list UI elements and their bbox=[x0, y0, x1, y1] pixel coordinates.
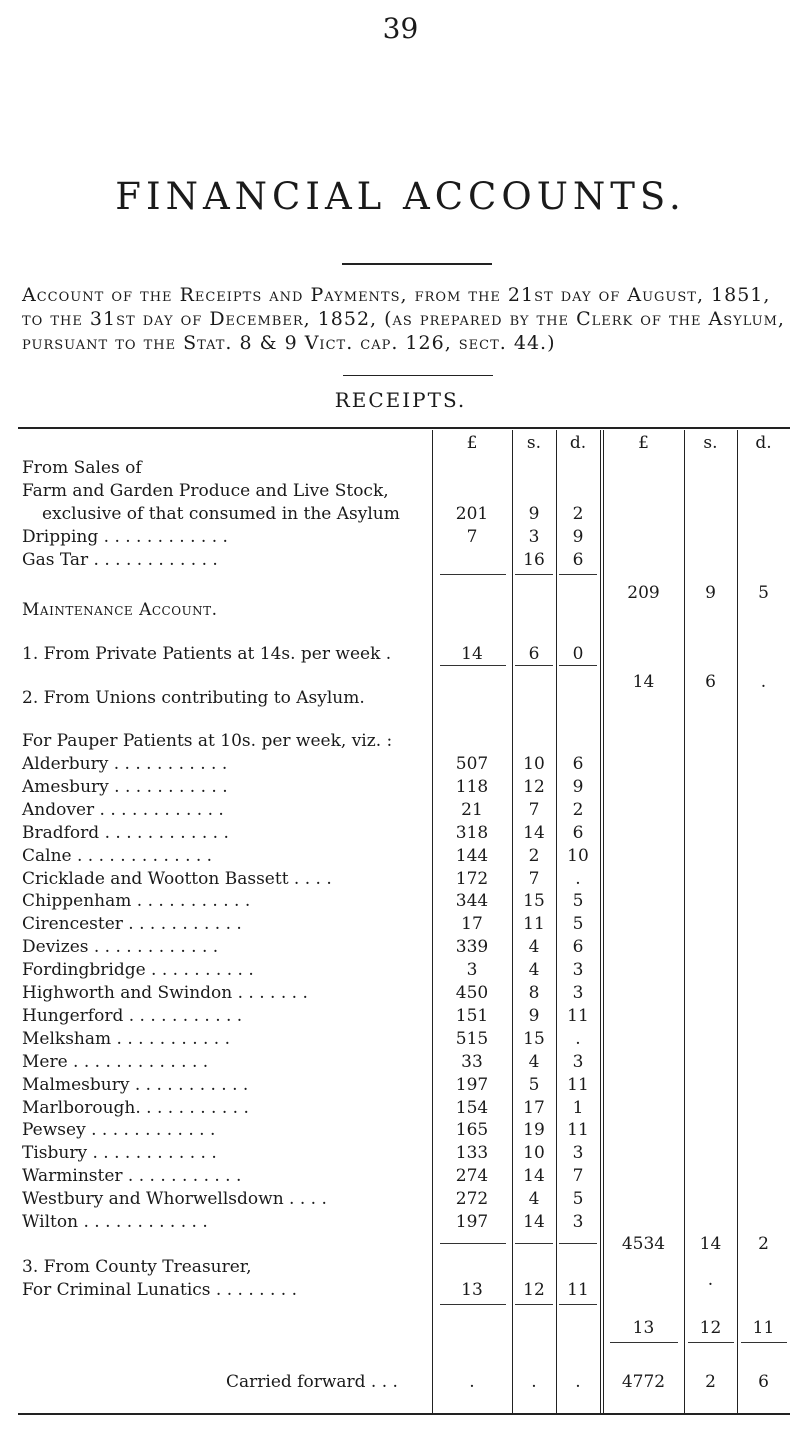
amount-pounds: 344 bbox=[455, 891, 489, 911]
amount-pounds: 197 bbox=[455, 1212, 489, 1232]
union-name: Highworth and Swindon . . . . . . . bbox=[22, 983, 308, 1003]
amount-pounds: 507 bbox=[455, 754, 489, 774]
amount-shillings: 15 bbox=[523, 891, 545, 911]
amount-shillings: 2 bbox=[528, 846, 540, 866]
intro-text: Account of the Receipts and Payments, from the 21st day of August, 1851, to the 31st day of December, 1852, (as prepared by the Clerk of the Asylum, pursuant to the Stat. 8 & 9 Vict. cap. 126, sect. 44.) bbox=[22, 284, 785, 354]
amount-shillings: 6 bbox=[528, 644, 540, 664]
total-pence: . bbox=[760, 672, 767, 692]
page-number: 39 bbox=[382, 12, 419, 45]
subtotal-rule bbox=[515, 1243, 553, 1244]
amount-pence: 6 bbox=[572, 937, 584, 957]
table-bottom-rule bbox=[18, 1413, 790, 1415]
union-name: Fordingbridge . . . . . . . . . . bbox=[22, 960, 254, 980]
subtotal-rule bbox=[440, 574, 506, 575]
amount-pounds: 201 bbox=[455, 504, 489, 524]
amount-pence: 3 bbox=[572, 1212, 584, 1232]
union-name: Hungerford . . . . . . . . . . . bbox=[22, 1006, 243, 1026]
amount-pence: 11 bbox=[567, 1120, 589, 1140]
amount-pence: 5 bbox=[572, 1189, 584, 1209]
header-pounds: £ bbox=[466, 433, 478, 453]
dot-mark: . bbox=[707, 1270, 714, 1290]
amount-shillings: 16 bbox=[523, 550, 545, 570]
subtotal-rule bbox=[515, 1304, 553, 1305]
column-rule bbox=[603, 430, 604, 1413]
amount-shillings: 4 bbox=[528, 937, 540, 957]
amount-pounds: 450 bbox=[455, 983, 489, 1003]
carried-total-shillings: 2 bbox=[705, 1372, 716, 1392]
amount-shillings: 9 bbox=[528, 504, 540, 524]
amount-pounds: 33 bbox=[461, 1052, 483, 1072]
amount-pounds: 17 bbox=[461, 914, 483, 934]
amount-shillings: 10 bbox=[523, 754, 545, 774]
total-pence: 2 bbox=[758, 1234, 769, 1254]
carried-forward-label: Carried forward . . . bbox=[226, 1372, 398, 1392]
amount-pence: 6 bbox=[572, 754, 584, 774]
subtotal-rule bbox=[515, 665, 553, 666]
amount-pounds: 272 bbox=[455, 1189, 489, 1209]
amount-pence: 1 bbox=[572, 1098, 584, 1118]
amount-pence: 11 bbox=[567, 1075, 589, 1095]
carried-shillings: . bbox=[531, 1372, 537, 1392]
amount-pence: 11 bbox=[567, 1280, 589, 1300]
amount-pounds: 3 bbox=[466, 960, 478, 980]
amount-shillings: 12 bbox=[523, 777, 545, 797]
union-name: Pewsey . . . . . . . . . . . . bbox=[22, 1120, 216, 1140]
union-name: Mere . . . . . . . . . . . . . bbox=[22, 1052, 209, 1072]
union-name: Alderbury . . . . . . . . . . . bbox=[22, 754, 228, 774]
subtotal-rule bbox=[440, 1304, 506, 1305]
table-top-rule bbox=[18, 427, 790, 429]
amount-pence: 3 bbox=[572, 1143, 584, 1163]
amount-pounds: 144 bbox=[455, 846, 489, 866]
total-pounds: 13 bbox=[632, 1318, 655, 1338]
carried-pounds: . bbox=[469, 1372, 475, 1392]
amount-pounds: 151 bbox=[455, 1006, 489, 1026]
total-shillings: 6 bbox=[705, 672, 716, 692]
county-heading: 3. From County Treasurer, bbox=[22, 1257, 252, 1277]
union-name: Westbury and Whorwellsdown . . . . bbox=[22, 1189, 327, 1209]
sales-label: Gas Tar . . . . . . . . . . . . bbox=[22, 550, 218, 570]
column-rule bbox=[684, 430, 685, 1413]
subtotal-rule bbox=[688, 1342, 734, 1343]
total-pounds: 4534 bbox=[621, 1234, 666, 1254]
union-name: Marlborough. . . . . . . . . . . bbox=[22, 1098, 249, 1118]
total-pence: 5 bbox=[758, 583, 769, 603]
page-title: FINANCIAL ACCOUNTS. bbox=[115, 175, 686, 218]
sales-label: Farm and Garden Produce and Live Stock, bbox=[22, 481, 389, 501]
amount-shillings: 5 bbox=[528, 1075, 540, 1095]
total-shillings: 14 bbox=[699, 1234, 722, 1254]
amount-shillings: 7 bbox=[528, 800, 540, 820]
total-pounds: 209 bbox=[627, 583, 660, 603]
subtotal-rule bbox=[515, 574, 553, 575]
amount-shillings: 12 bbox=[523, 1280, 545, 1300]
section-heading: RECEIPTS. bbox=[334, 388, 467, 412]
union-name: Malmesbury . . . . . . . . . . . bbox=[22, 1075, 249, 1095]
amount-shillings: 7 bbox=[528, 869, 540, 889]
amount-pounds: 318 bbox=[455, 823, 489, 843]
amount-pounds: 172 bbox=[455, 869, 489, 889]
header-shillings: s. bbox=[703, 433, 718, 453]
header-pence: d. bbox=[569, 433, 587, 453]
amount-pence: 9 bbox=[572, 527, 584, 547]
subtotal-rule bbox=[559, 665, 597, 666]
amount-pounds: 274 bbox=[455, 1166, 489, 1186]
amount-pence: 3 bbox=[572, 1052, 584, 1072]
amount-pounds: 14 bbox=[461, 644, 483, 664]
header-pence: d. bbox=[755, 433, 772, 453]
amount-pence: . bbox=[575, 1029, 581, 1049]
union-name: Amesbury . . . . . . . . . . . bbox=[22, 777, 228, 797]
amount-shillings: 3 bbox=[528, 527, 540, 547]
pauper-heading: For Pauper Patients at 10s. per week, viz. : bbox=[22, 731, 393, 751]
carried-pence: . bbox=[575, 1372, 581, 1392]
amount-pounds: 13 bbox=[461, 1280, 483, 1300]
amount-pence: 7 bbox=[572, 1166, 584, 1186]
subtotal-rule bbox=[741, 1342, 787, 1343]
subtotal-rule bbox=[559, 1243, 597, 1244]
header-shillings: s. bbox=[526, 433, 542, 453]
amount-pence: 6 bbox=[572, 550, 584, 570]
amount-pounds: 133 bbox=[455, 1143, 489, 1163]
sales-label: Dripping . . . . . . . . . . . . bbox=[22, 527, 228, 547]
amount-pounds: 7 bbox=[466, 527, 478, 547]
amount-shillings: 14 bbox=[523, 823, 545, 843]
amount-shillings: 4 bbox=[528, 1052, 540, 1072]
amount-shillings: 17 bbox=[523, 1098, 545, 1118]
header-pounds: £ bbox=[638, 433, 649, 453]
amount-pence: 10 bbox=[567, 846, 589, 866]
amount-shillings: 19 bbox=[523, 1120, 545, 1140]
unions-heading: 2. From Unions contributing to Asylum. bbox=[22, 688, 365, 708]
divider-rule bbox=[343, 375, 493, 376]
amount-shillings: 9 bbox=[528, 1006, 540, 1026]
amount-pounds: 339 bbox=[455, 937, 489, 957]
union-name: Cirencester . . . . . . . . . . . bbox=[22, 914, 242, 934]
account-intro bbox=[22, 283, 792, 355]
subtotal-rule bbox=[559, 1304, 597, 1305]
total-shillings: 12 bbox=[699, 1318, 722, 1338]
amount-pounds: 197 bbox=[455, 1075, 489, 1095]
criminal-label: For Criminal Lunatics . . . . . . . . bbox=[22, 1280, 297, 1300]
amount-shillings: 10 bbox=[523, 1143, 545, 1163]
column-rule bbox=[737, 430, 738, 1413]
subtotal-rule bbox=[559, 574, 597, 575]
amount-shillings: 11 bbox=[523, 914, 545, 934]
union-name: Melksham . . . . . . . . . . . bbox=[22, 1029, 231, 1049]
carried-total-pence: 6 bbox=[758, 1372, 769, 1392]
amount-pence: 0 bbox=[572, 644, 584, 664]
union-name: Tisbury . . . . . . . . . . . . bbox=[22, 1143, 217, 1163]
carried-total-pounds: 4772 bbox=[621, 1372, 666, 1392]
union-name: Calne . . . . . . . . . . . . . bbox=[22, 846, 213, 866]
amount-pounds: 21 bbox=[461, 800, 483, 820]
maintenance-heading: Maintenance Account. bbox=[22, 600, 218, 620]
subtotal-rule bbox=[610, 1342, 678, 1343]
union-name: Devizes . . . . . . . . . . . . bbox=[22, 937, 219, 957]
amount-shillings: 4 bbox=[528, 960, 540, 980]
column-rule bbox=[600, 430, 601, 1413]
sales-label: exclusive of that consumed in the Asylum bbox=[42, 504, 400, 524]
amount-pence: 2 bbox=[572, 800, 584, 820]
union-name: Warminster . . . . . . . . . . . bbox=[22, 1166, 242, 1186]
amount-shillings: 14 bbox=[523, 1212, 545, 1232]
subtotal-rule bbox=[440, 1243, 506, 1244]
divider-rule bbox=[342, 263, 492, 265]
total-pounds: 14 bbox=[632, 672, 655, 692]
union-name: Andover . . . . . . . . . . . . bbox=[22, 800, 224, 820]
union-name: Wilton . . . . . . . . . . . . bbox=[22, 1212, 208, 1232]
union-name: Cricklade and Wootton Bassett . . . . bbox=[22, 869, 332, 889]
total-shillings: 9 bbox=[705, 583, 716, 603]
amount-pence: 5 bbox=[572, 914, 584, 934]
amount-pounds: 118 bbox=[455, 777, 489, 797]
union-name: Chippenham . . . . . . . . . . . bbox=[22, 891, 251, 911]
amount-pounds: 515 bbox=[455, 1029, 489, 1049]
amount-pence: . bbox=[575, 869, 581, 889]
amount-pence: 11 bbox=[567, 1006, 589, 1026]
amount-pounds: 165 bbox=[455, 1120, 489, 1140]
amount-pence: 3 bbox=[572, 983, 584, 1003]
sales-heading: From Sales of bbox=[22, 458, 142, 478]
amount-pence: 5 bbox=[572, 891, 584, 911]
private-label: 1. From Private Patients at 14s. per week . bbox=[22, 644, 392, 664]
subtotal-rule bbox=[440, 665, 506, 666]
amount-shillings: 15 bbox=[523, 1029, 545, 1049]
amount-shillings: 8 bbox=[528, 983, 540, 1003]
amount-shillings: 4 bbox=[528, 1189, 540, 1209]
amount-pence: 6 bbox=[572, 823, 584, 843]
union-name: Bradford . . . . . . . . . . . . bbox=[22, 823, 229, 843]
amount-pence: 9 bbox=[572, 777, 584, 797]
amount-pounds: 154 bbox=[455, 1098, 489, 1118]
amount-pence: 3 bbox=[572, 960, 584, 980]
total-pence: 11 bbox=[752, 1318, 775, 1338]
amount-shillings: 14 bbox=[523, 1166, 545, 1186]
amount-pence: 2 bbox=[572, 504, 584, 524]
